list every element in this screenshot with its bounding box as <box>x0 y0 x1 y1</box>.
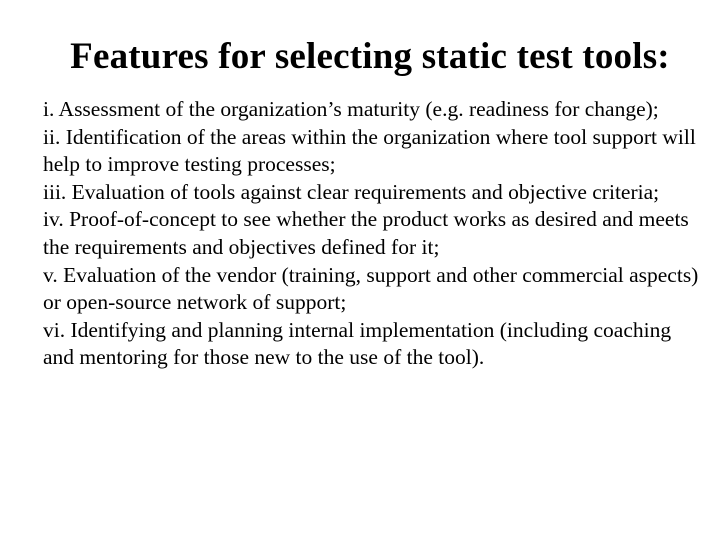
list-item: v. Evaluation of the vendor (training, support and other commercial aspects) or open-source network of support; <box>43 262 699 315</box>
feature-list <box>43 96 703 372</box>
list-item: iii. Evaluation of tools against clear requirements and objective criteria; <box>43 179 660 204</box>
list-item: i. Assessment of the organization’s maturity (e.g. readiness for change); <box>43 97 659 121</box>
list-item: iv. Proof-of-concept to see whether the product works as desired and meets the requirements and objectives defined for it; <box>43 207 689 259</box>
list-item: ii. Identification of the areas within the organization where tool support will help to improve testing processes; <box>43 124 696 177</box>
slide-title: Features for selecting static test tools: <box>70 36 670 77</box>
list-item: vi. Identifying and planning internal implementation (including coaching and mentoring for those new to the use of the tool). <box>43 317 672 370</box>
